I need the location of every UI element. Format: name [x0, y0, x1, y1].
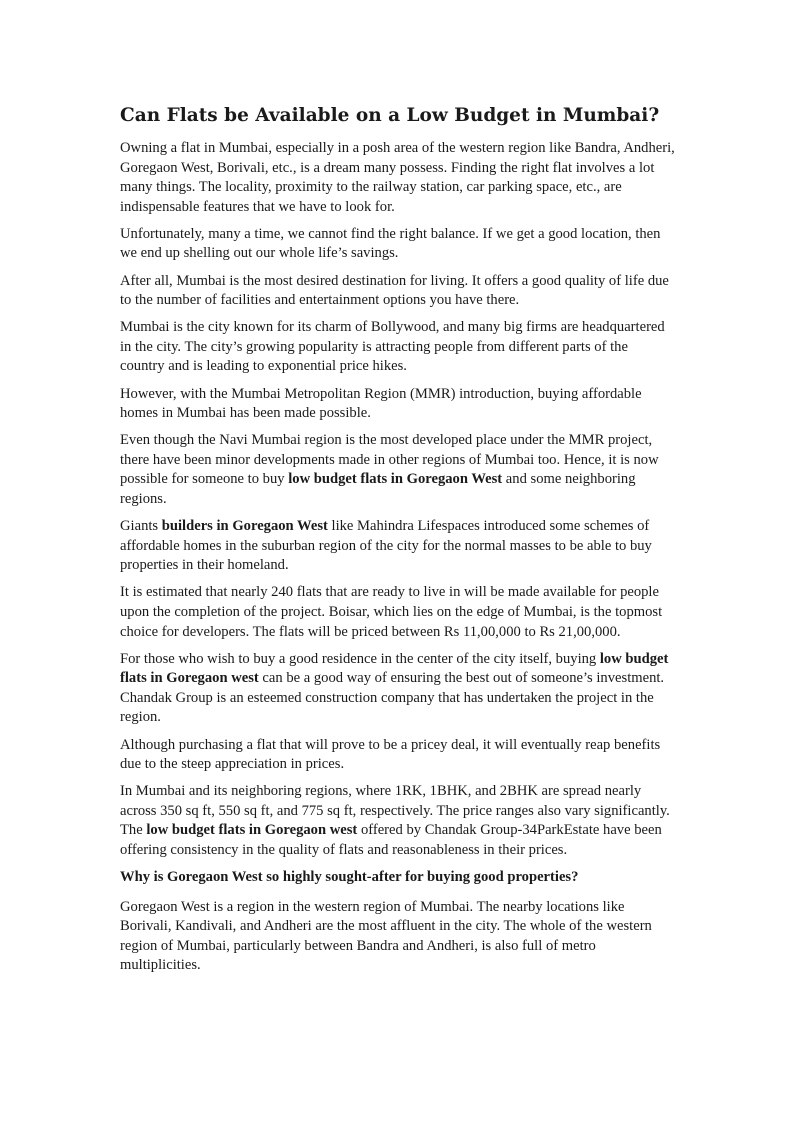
paragraph-6-text-after: and some neighboring regions. — [120, 471, 636, 507]
paragraph-3: After all, Mumbai is the most desired destination for living. It offers a good quality of life due to the number of facilities and entertainment options you have there. — [120, 272, 669, 309]
keyword-low-budget-flats: low budget flats in Goregaon west — [146, 822, 358, 839]
paragraph-4: Mumbai is the city known for its charm of Bollywood, and many big firms are headquartered in the city. The city’s growing popularity is attracting people from different parts of the country and is leading to exponential price hikes. — [120, 319, 665, 375]
paragraph-6-text-before: Even though the Navi Mumbai region is the most developed place under the MMR project, there have been minor developments made in other regions of Mumbai too. Hence, it is now possible for someone to buy — [120, 432, 659, 488]
keyword-builders: builders in Goregaon West — [161, 518, 328, 535]
paragraph-9 — [120, 650, 676, 728]
document-page — [120, 103, 676, 984]
paragraph-9-text-after: can be a good way of ensuring the best out of someone’s investment. Chandak Group is an esteemed construction company that has undertaken the project in the region. — [120, 670, 665, 726]
section-subheading: Why is Goregaon West so highly sought-after for buying good properties? — [120, 869, 579, 886]
paragraph-5: However, with the Mumbai Metropolitan Region (MMR) introduction, buying affordable homes in Mumbai has been made possible. — [120, 385, 642, 422]
paragraph-7-text-after: like Mahindra Lifespaces introduced some schemes of affordable homes in the suburban region of the city for the normal masses to be able to buy properties in their homeland. — [120, 518, 652, 574]
paragraph-11-text-after: offered by Chandak Group-34ParkEstate have been offering consistency in the quality of flats and reasonableness in their prices. — [120, 822, 662, 858]
paragraph-7 — [120, 517, 676, 576]
paragraph-12: Goregaon West is a region in the western region of Mumbai. The nearby locations like Borivali, Kandivali, and Andheri are the most affluent in the city. The whole of the western region of Mumbai, particularly between Bandra and Andheri, is also full of metro multiplicities. — [120, 898, 652, 974]
page-title: Can Flats be Available on a Low Budget in Mumbai? — [120, 105, 660, 126]
keyword-low-budget-flats: low budget flats in Goregaon west — [120, 650, 669, 687]
paragraph-8: It is estimated that nearly 240 flats that are ready to live in will be made available for people upon the completion of the project. Boisar, which lies on the edge of Mumbai, is the topmost choice for developers. The flats will be priced between Rs 11,00,000 to Rs 21,00,000. — [120, 584, 663, 640]
paragraph-9-text-before: For those who wish to buy a good residence in the center of the city itself, buying — [120, 650, 600, 667]
paragraph-10: Although purchasing a flat that will prove to be a pricey deal, it will eventually reap benefits due to the steep appreciation in prices. — [120, 736, 661, 773]
paragraph-6 — [120, 431, 676, 509]
paragraph-7-text-before: Giants — [120, 518, 162, 535]
paragraph-1: Owning a flat in Mumbai, especially in a posh area of the western region like Bandra, Andheri, Goregaon West, Borivali, etc., is a dream many possess. Finding the right flat involves a lot many things. The locality, proximity to the railway station, car parking space, etc., are indispensable features that we have to look for. — [120, 140, 675, 215]
keyword-low-budget-flats: low budget flats in Goregaon West — [288, 471, 503, 488]
paragraph-11 — [120, 782, 676, 860]
paragraph-2: Unfortunately, many a time, we cannot find the right balance. If we get a good location, then we end up shelling out our whole life’s savings. — [120, 225, 661, 262]
paragraph-11-text-before: In Mumbai and its neighboring regions, where 1RK, 1BHK, and 2BHK are spread nearly across 350 sq ft, 550 sq ft, and 775 sq ft, respectively. The price ranges also vary significantly. The — [120, 783, 670, 839]
